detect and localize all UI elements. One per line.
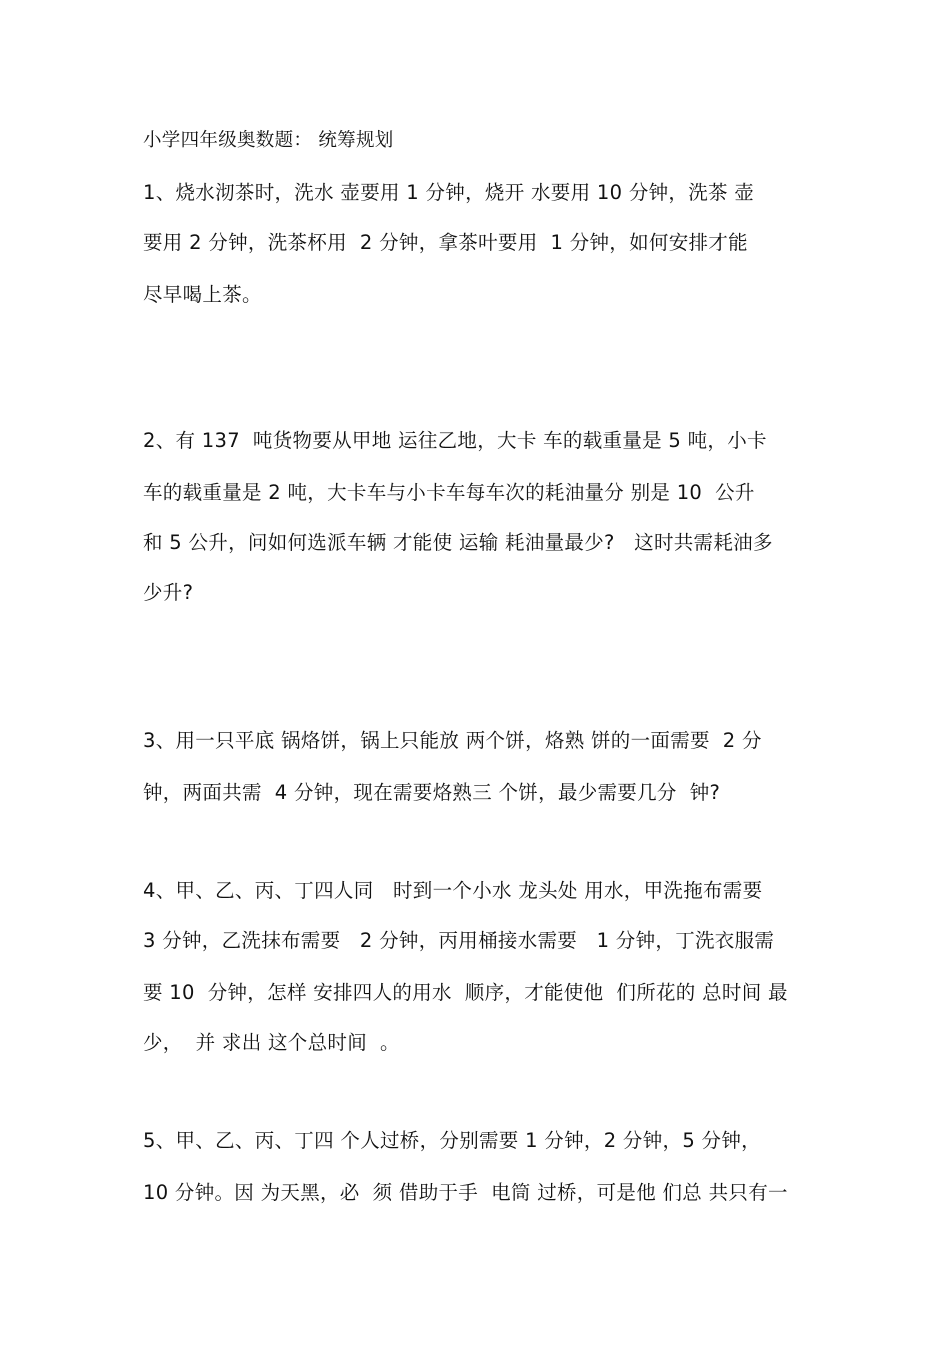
problem-4-line-4: 少， 并 求出 这个总时间 。 xyxy=(143,1031,400,1054)
problem-4-line-1: 4、甲、乙、丙、丁四人同 时到一个小水 龙头处 用水，甲洗拖布需要 xyxy=(143,879,763,902)
document-title: 小学四年级奥数题： 统筹规划 xyxy=(143,130,394,151)
problem-2-line-1: 2、有 137 吨货物要从甲地 运往乙地，大卡 车的载重量是 5 吨，小卡 xyxy=(143,429,767,452)
problem-1-line-2: 要用 2 分钟，洗茶杯用 2 分钟，拿茶叶要用 1 分钟，如何安排才能 xyxy=(143,231,748,254)
problem-3-line-1: 3、用一只平底 锅烙饼，锅上只能放 两个饼，烙熟 饼的一面需要 2 分 xyxy=(143,729,762,752)
problem-2-line-2: 车的载重量是 2 吨，大卡车与小卡车每车次的耗油量分 别是 10 公升 xyxy=(143,481,755,504)
problem-5-line-1: 5、甲、乙、丙、丁四 个人过桥，分别需要 1 分钟，2 分钟，5 分钟， xyxy=(143,1129,761,1152)
problem-2-line-4: 少升? xyxy=(143,581,194,604)
problem-2-line-3: 和 5 公升，问如何选派车辆 才能使 运输 耗油量最少? 这时共需耗油多 xyxy=(143,531,773,554)
problem-3-line-2: 钟，两面共需 4 分钟，现在需要烙熟三 个饼，最少需要几分 钟? xyxy=(143,781,721,804)
problem-4-line-3: 要 10 分钟，怎样 安排四人的用水 顺序，才能使他 们所花的 总时间 最 xyxy=(143,981,788,1004)
problem-1-line-3: 尽早喝上茶。 xyxy=(143,283,262,306)
problem-4-line-2: 3 分钟，乙洗抹布需要 2 分钟，丙用桶接水需要 1 分钟，丁洗衣服需 xyxy=(143,929,775,952)
problem-5-line-2: 10 分钟。因 为天黑，必 须 借助于手 电筒 过桥，可是他 们总 共只有一 xyxy=(143,1181,788,1204)
problem-1-line-1: 1、烧水沏茶时，洗水 壶要用 1 分钟，烧开 水要用 10 分钟，洗茶 壶 xyxy=(143,181,755,204)
